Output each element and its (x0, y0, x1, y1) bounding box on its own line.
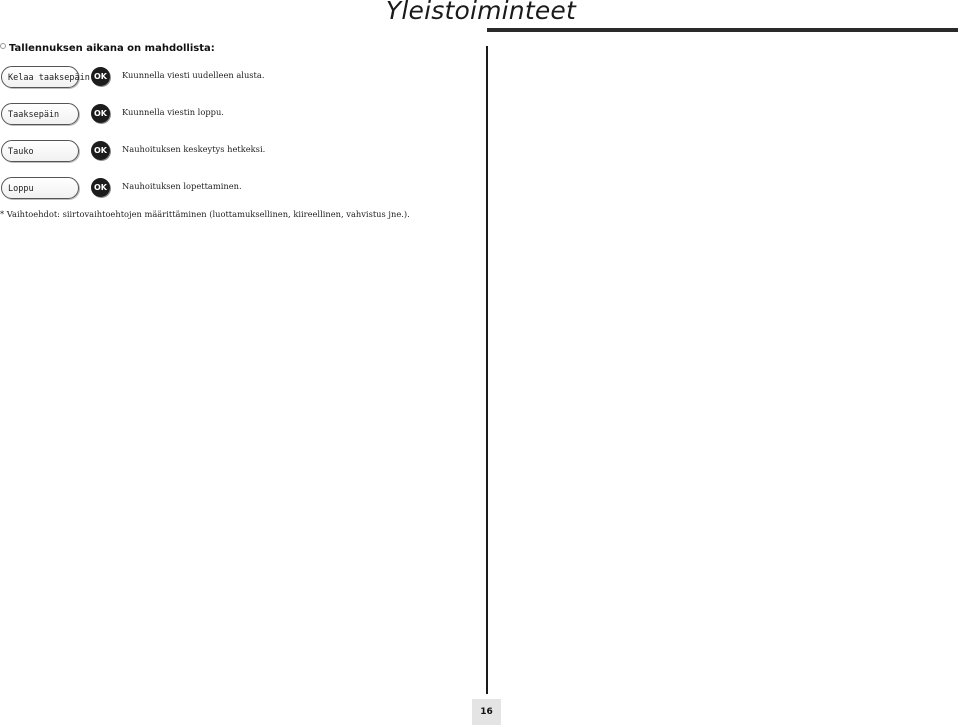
option-description: Kuunnella viestin loppu. (122, 107, 224, 117)
end-key[interactable]: Loppu (1, 177, 79, 199)
option-row-end (0, 177, 480, 203)
footnote: * Vaihtoehdot: siirtovaihtoehtojen määrittäminen (luottamuksellinen, kiireellinen, vahvistus jne.). (0, 209, 410, 219)
bullet-icon (0, 43, 6, 49)
ok-button[interactable]: OK (91, 67, 110, 86)
option-description: Nauhoituksen lopettaminen. (122, 181, 242, 191)
header-rule (487, 28, 958, 32)
option-row-rewind (0, 66, 480, 92)
column-divider (486, 46, 488, 694)
pause-key[interactable]: Tauko (1, 140, 79, 162)
section-heading-text: Tallennuksen aikana on mahdollista: (9, 43, 215, 54)
page-title: Yleistoiminteet (385, 0, 576, 25)
ok-button[interactable]: OK (91, 104, 110, 123)
back-key[interactable]: Taaksepäin (1, 103, 79, 125)
option-row-pause (0, 140, 480, 166)
option-description: Kuunnella viesti uudelleen alusta. (122, 70, 265, 80)
ok-button[interactable]: OK (91, 141, 110, 160)
section-heading (0, 42, 215, 56)
ok-button[interactable]: OK (91, 178, 110, 197)
option-row-back (0, 103, 480, 129)
page-number: 16 (472, 699, 501, 725)
option-description: Nauhoituksen keskeytys hetkeksi. (122, 144, 266, 154)
rewind-key[interactable]: Kelaa taaksepäin (1, 66, 79, 88)
